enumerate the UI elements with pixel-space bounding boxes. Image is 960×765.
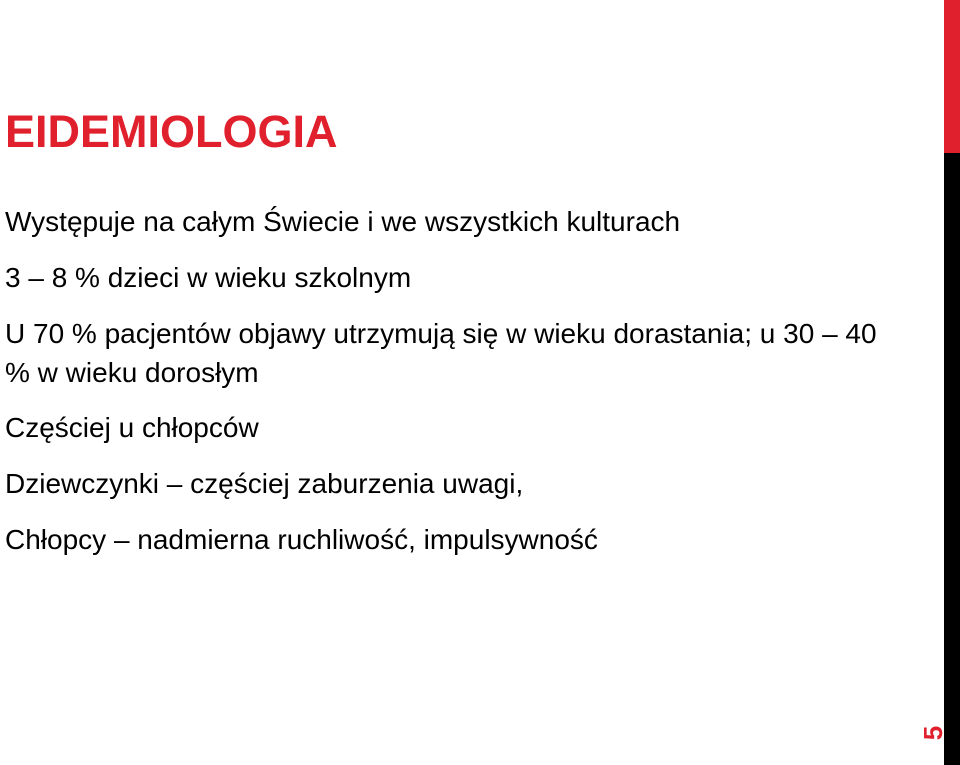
bullet-girls: Dziewczynki – częściej zaburzenia uwagi, <box>5 468 524 499</box>
page-number: 5 <box>918 725 948 741</box>
bullet-persistence: U 70 % pacjentów objawy utrzymują się w wieku dorastania; u 30 – 40 % w wieku dorosłym <box>5 318 877 388</box>
bullet-worldwide: Występuje na całym Świecie i we wszystkich kulturach <box>5 206 681 237</box>
slide-body <box>5 202 905 576</box>
slide-title: EIDEMIOLOGIA <box>5 106 338 157</box>
bullet-school-age: 3 – 8 % dzieci w wieku szkolnym <box>5 262 412 293</box>
bullet-boys-more-often: Częściej u chłopców <box>5 412 259 443</box>
side-bar <box>944 0 960 765</box>
side-bar-accent <box>944 0 960 153</box>
bullet-boys: Chłopcy – nadmierna ruchliwość, impulsywność <box>5 524 598 555</box>
